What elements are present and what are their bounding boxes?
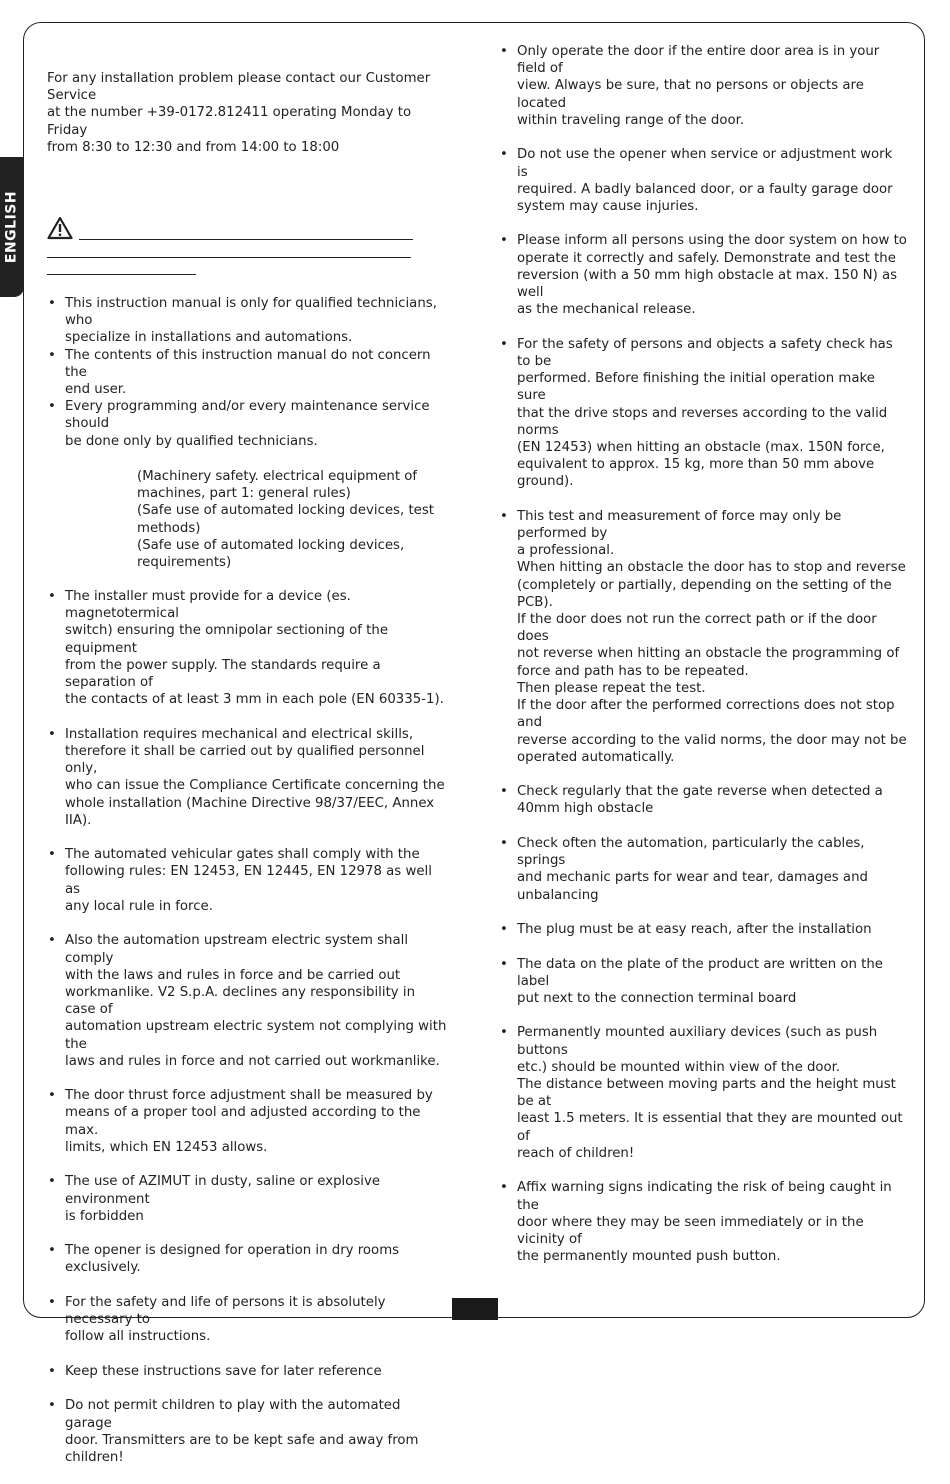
list-item: • Every programming and/or every maintenance service should be done only by qualified technicians. xyxy=(47,398,447,450)
list-item: • The data on the plate of the product are written on the label put next to the connection terminal board xyxy=(499,956,907,1008)
list-item: • Permanently mounted auxiliary devices (such as push buttons etc.) should be mounted within view of the door. The distance between moving parts and the height must be at least 1.5 meters. It is essential that they are mounted out of reach of children! xyxy=(499,1024,907,1162)
installation-rules-list xyxy=(47,588,447,1484)
standard-note: (Machinery safety. electrical equipment of machines, part 1: general rules) xyxy=(137,469,418,502)
list-item: • The installer must provide for a device (es. magnetotermical switch) ensuring the omnipolar sectioning of the equipment from the power supply. The standards require a separation of the contacts of at least 3 mm in each pole (EN 60335-1). xyxy=(47,588,447,708)
list-item: • Please inform all persons using the door system on how to operate it correctly and safely. Demonstrate and test the reversion (with a 50 mm high obstacle at max. 150 N) as well as the mechanical release. xyxy=(499,232,907,318)
list-item: • For the safety of persons and objects a safety check has to be performed. Before finishing the initial operation make sure that the drive stops and reverses according to the valid norms (EN 12453) when hitting an obstacle (max. 150N force, equivalent to approx. 15 kg, more than 50 mm above ground). xyxy=(499,336,907,491)
list-item: • Check often the automation, particularly the cables, springs and mechanic parts for wear and tear, damages and unbalancing xyxy=(499,835,907,904)
language-tab xyxy=(0,157,24,297)
list-item: • Affix warning signs indicating the risk of being caught in the door where they may be seen immediately or in the vicinity of the permanently mounted push button. xyxy=(499,1179,907,1265)
list-item: • Installation requires mechanical and electrical skills, therefore it shall be carried out by qualified personnel only, who can issue the Compliance Certificate concerning the whole installation (Machine Directive 98/37/EEC, Annex IIA). xyxy=(47,726,447,829)
safety-instructions-list xyxy=(499,43,907,1283)
list-item: • Only operate the door if the entire door area is in your field of view. Always be sure, that no persons or objects are located within traveling range of the door. xyxy=(499,43,907,129)
language-tab-label: ENGLISH xyxy=(3,190,20,264)
list-item: • The door thrust force adjustment shall be measured by means of a proper tool and adjusted according to the max. limits, which EN 12453 allows. xyxy=(47,1087,447,1156)
warning-heading xyxy=(47,216,417,278)
list-item: • Do not permit children to play with the automated garage door. Transmitters are to be kept safe and away from children! xyxy=(47,1397,447,1466)
customer-service-note: For any installation problem please contact our Customer Service at the number +39-0172.812411 operating Monday to Friday from 8:30 to 12:30 and from 14:00 to 18:00 xyxy=(47,71,431,155)
list-item: • Do not use the opener when service or adjustment work is required. A badly balanced door, or a faulty garage door system may cause injuries. xyxy=(499,146,907,215)
list-item: • The opener is designed for operation in dry rooms exclusively. xyxy=(47,1242,447,1276)
list-item: • The use of AZIMUT in dusty, saline or explosive environment is forbidden xyxy=(47,1173,447,1225)
warning-rule-3 xyxy=(47,274,196,275)
warning-rule-2 xyxy=(47,257,411,258)
list-item: • Check regularly that the gate reverse when detected a 40mm high obstacle xyxy=(499,783,907,817)
list-item: • The plug must be at easy reach, after the installation xyxy=(499,921,907,938)
list-item: • The contents of this instruction manual do not concern the end user. xyxy=(47,347,447,399)
list-item: • For the safety and life of persons it is absolutely necessary to follow all instructions. xyxy=(47,1294,447,1346)
standard-note: (Safe use of automated locking devices, requirements) xyxy=(137,537,405,571)
standards-references xyxy=(137,468,437,571)
left-column xyxy=(47,70,447,156)
list-item: • This instruction manual is only for qualified technicians, who specialize in installations and automations. xyxy=(47,295,447,347)
list-item: • Also the automation upstream electric system shall comply with the laws and rules in force and be carried out workmanlike. V2 S.p.A. declines any responsibility in case of automation upstream electric system not complying with the laws and rules in force and not carried out workmanlike. xyxy=(47,932,447,1070)
warning-triangle-icon xyxy=(47,216,73,240)
standard-note: (Safe use of automated locking devices, test methods) xyxy=(137,503,434,536)
page-number-tab xyxy=(452,1298,498,1320)
list-item: • Keep these instructions save for later reference xyxy=(47,1363,447,1380)
list-item: • The automated vehicular gates shall comply with the following rules: EN 12453, EN 12445, EN 12978 as well as any local rule in force. xyxy=(47,846,447,915)
qualification-list xyxy=(47,295,447,450)
list-item: • This test and measurement of force may only be performed by a professional. When hitting an obstacle the door has to stop and reverse (completely or partially, depending on the setting of the PCB). If the door does not run the correct path or if the door does not reverse when hitting an obstacle the programming of force and path has to be repeated. Then please repeat the test. If the door after the performed corrections does not stop and reverse according to the valid norms, the door may not be operated automatically. xyxy=(499,508,907,766)
warning-rule-1 xyxy=(79,239,413,240)
